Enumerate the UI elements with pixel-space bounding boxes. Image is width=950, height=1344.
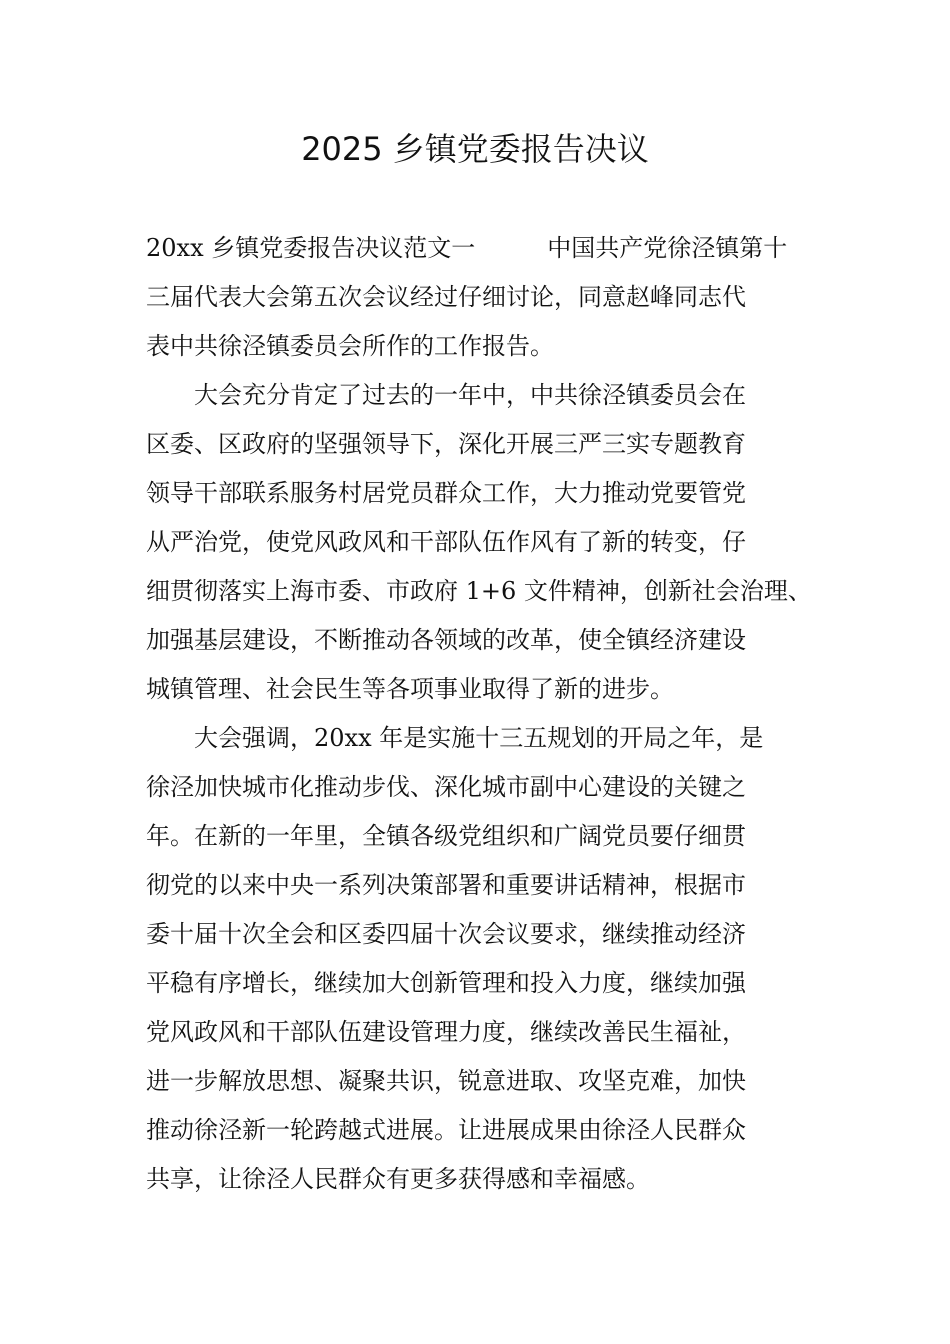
paragraph-3 (146, 714, 816, 1204)
text-line: 从严治党，使党风政风和干部队伍作风有了新的转变，仔 (146, 528, 746, 556)
text-line: 年。在新的一年里，全镇各级党组织和广阔党员要仔细贯 (146, 822, 746, 850)
text-line: 大会充分肯定了过去的一年中，中共徐泾镇委员会在 (194, 381, 746, 409)
text-line: 徐泾加快城市化推动步伐、深化城市副中心建设的关键之 (146, 773, 746, 801)
text-line: 领导干部联系服务村居党员群众工作，大力推动党要管党 (146, 479, 746, 507)
text-line-tail: 中国共产党徐泾镇第十 (547, 234, 788, 262)
text-line (146, 224, 816, 273)
text-line: 大会强调，20xx 年是实施十三五规划的开局之年，是 (194, 724, 764, 752)
text-line: 党风政风和干部队伍建设管理力度，继续改善民生福祉， (146, 1018, 746, 1046)
paragraph-1 (146, 224, 816, 371)
text-line: 进一步解放思想、凝聚共识，锐意进取、攻坚克难，加快 (146, 1067, 746, 1095)
text-line-head: 20xx 乡镇党委报告决议范文一 (146, 234, 476, 262)
text-line: 平稳有序增长，继续加大创新管理和投入力度，继续加强 (146, 969, 746, 997)
paragraph-2 (146, 371, 816, 714)
text-line: 三届代表大会第五次会议经过仔细讨论，同意赵峰同志代 (146, 283, 746, 311)
document-body (146, 224, 816, 1204)
text-line: 彻党的以来中央一系列决策部署和重要讲话精神，根据市 (146, 871, 746, 899)
text-line: 共享，让徐泾人民群众有更多获得感和幸福感。 (146, 1165, 650, 1193)
document-title: 2025 乡镇党委报告决议 (301, 130, 649, 168)
text-line: 表中共徐泾镇委员会所作的工作报告。 (146, 332, 554, 360)
text-line: 加强基层建设，不断推动各领域的改革，使全镇经济建设 (146, 626, 746, 654)
text-line: 委十届十次全会和区委四届十次会议要求，继续推动经济 (146, 920, 746, 948)
text-line: 城镇管理、社会民生等各项事业取得了新的进步。 (146, 675, 674, 703)
text-line: 细贯彻落实上海市委、市政府 1+6 文件精神，创新社会治理、 (146, 577, 812, 605)
text-line: 推动徐泾新一轮跨越式进展。让进展成果由徐泾人民群众 (146, 1116, 746, 1144)
text-line: 区委、区政府的坚强领导下，深化开展三严三实专题教育 (146, 430, 746, 458)
